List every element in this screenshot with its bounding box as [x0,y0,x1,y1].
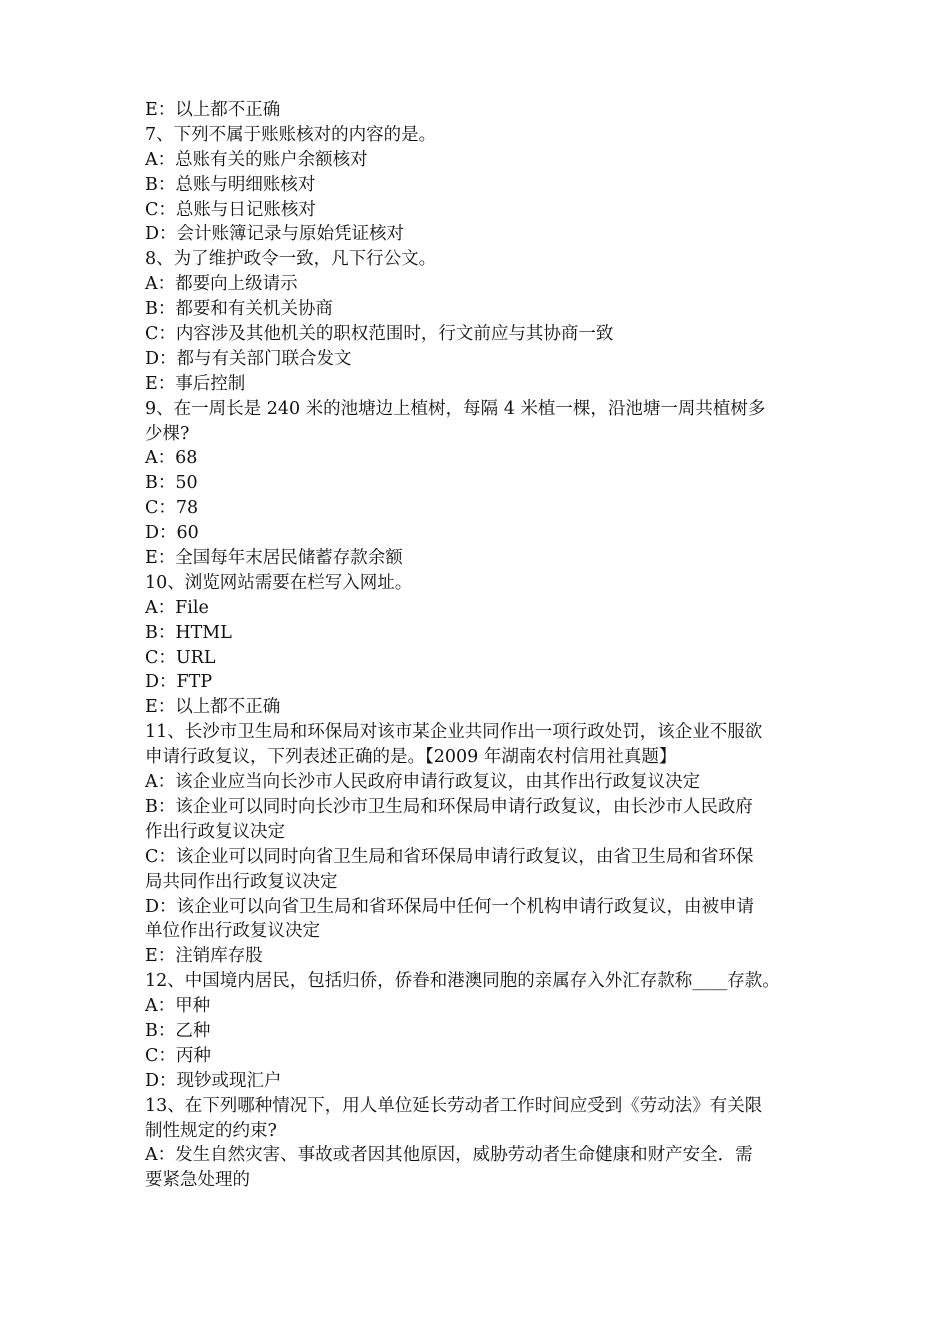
question-line: 9、在一周长是 240 米的池塘边上植树，每隔 4 米植一棵，沿池塘一周共植树多 [145,398,766,419]
text-line: A：总账有关的账户余额核对 [145,149,368,170]
text-line: E：以上都不正确 [145,100,281,120]
text-line: C：该企业可以同时向省卫生局和省环保局申请行政复议，由省卫生局和省环保 [145,846,754,867]
text-line: B：总账与明细账核对 [145,174,316,195]
text-line: A：甲种 [145,996,211,1017]
text-line: B：都要和有关机关协商 [145,299,333,320]
text-line: C：内容涉及其他机关的职权范围时，行文前应与其协商一致 [145,324,614,345]
question-line: 8、为了维护政令一致，凡下行公文。 [145,249,437,270]
question-line: 10、浏览网站需要在栏写入网址。 [145,572,413,593]
text-line: E：注销库存股 [145,946,263,967]
text-line: D：FTP [145,672,213,693]
text-line: 少棵? [145,423,190,444]
question-line: 7、下列不属于账账核对的内容的是。 [145,124,437,145]
text-line: B：50 [145,473,198,494]
text-line: C：总账与日记账核对 [145,199,316,220]
text-line: C：78 [145,498,199,519]
text-line: E：以上都不正确 [145,697,281,718]
text-line: A：File [145,597,209,618]
text-line: A：68 [145,448,198,469]
text-line: B：该企业可以同时向长沙市卫生局和环保局申请行政复议，由长沙市人民政府 [145,796,753,817]
document-page [145,98,815,1193]
text-line: 作出行政复议决定 [145,821,285,842]
text-line: D：会计账簿记录与原始凭证核对 [145,224,405,245]
text-line: D：该企业可以向省卫生局和省环保局中任何一个机构申请行政复议，由被申请 [145,896,755,917]
text-line: A：发生自然灾害、事故或者因其他原因，威胁劳动者生命健康和财产安全．需 [145,1145,753,1166]
text-line: A：都要向上级请示 [145,274,298,295]
text-line: D：都与有关部门联合发文 [145,348,352,369]
question-line: 11、长沙市卫生局和环保局对该市某企业共同作出一项行政处罚，该企业不服欲 [145,722,763,743]
question-line: 13、在下列哪种情况下，用人单位延长劳动者工作时间应受到《劳动法》有关限 [145,1095,763,1116]
text-line: 局共同作出行政复议决定 [145,871,338,892]
text-line: E：全国每年末居民储蓄存款余额 [145,548,403,569]
text-line: 制性规定的约束? [145,1120,277,1141]
text-line: B：乙种 [145,1020,211,1041]
text-line: D：现钞或现汇户 [145,1070,282,1091]
question-line: 12、中国境内居民，包括归侨，侨眷和港澳同胞的亲属存入外汇存款称____存款。 [145,971,780,992]
text-line: C：丙种 [145,1045,211,1066]
text-line: 单位作出行政复议决定 [145,921,320,942]
text-line: D：60 [145,523,199,544]
text-line: C：URL [145,647,216,668]
text-line: 申请行政复议，下列表述正确的是。【2009 年湖南农村信用社真题】 [145,747,677,768]
text-line: B：HTML [145,622,232,643]
text-line: 要紧急处理的 [145,1170,250,1191]
text-line: E：事后控制 [145,373,246,394]
text-line: A：该企业应当向长沙市人民政府申请行政复议，由其作出行政复议决定 [145,772,701,793]
